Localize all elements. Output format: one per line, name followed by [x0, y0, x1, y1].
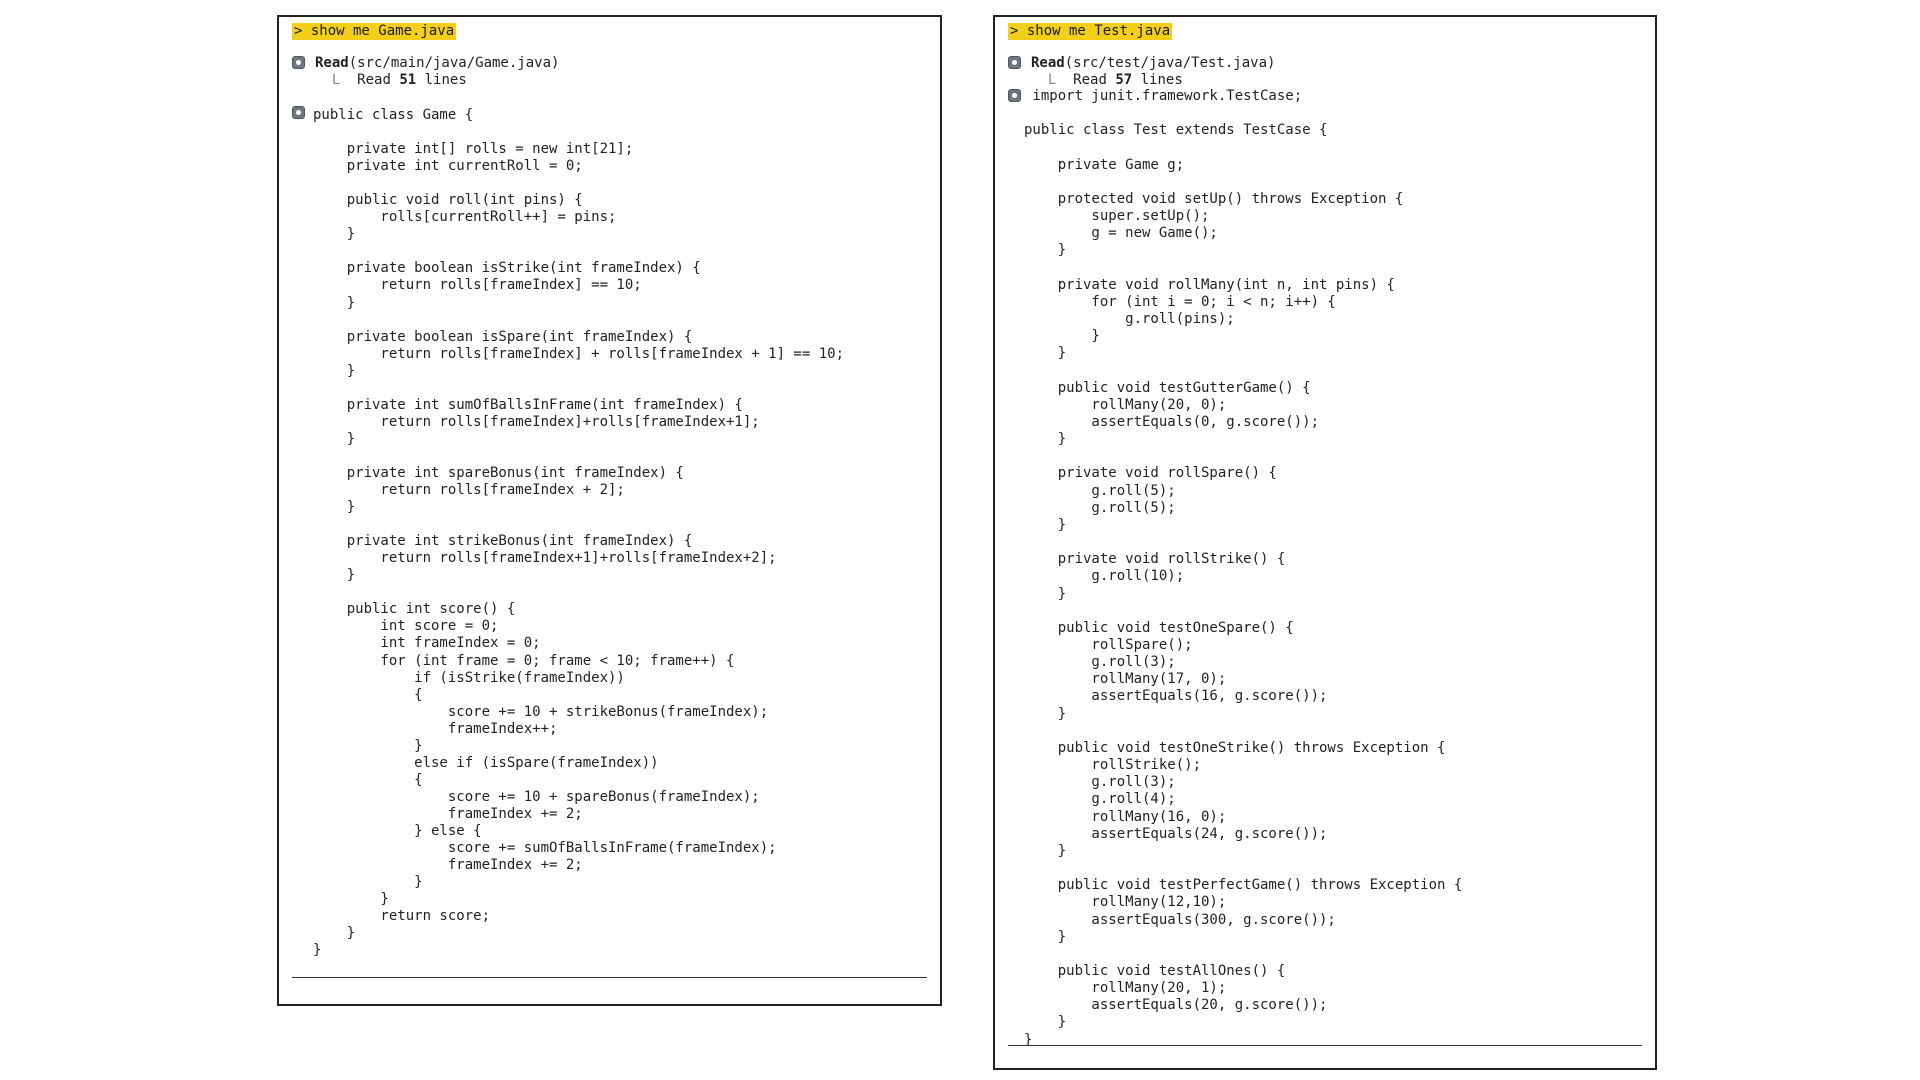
tool-name: Read: [1031, 55, 1065, 71]
game-java-source: public class Game { private int[] rolls = new int[21]; private int currentRoll = 0; public void roll(int pins) { rolls[currentRoll++] = pins; } private boolean isStrike(int frameIndex) { return rolls[frameIndex] == 10; } private boolean isSpare(int frameIndex) { return rolls[frameIndex] + rolls[frameIndex + 1] == 10; } private int sumOfBallsInFrame(int frameIndex) { return rolls[frameIndex]+rolls[frameIndex+1]; } private int spareBonus(int frameIndex) { return rolls[frameIndex + 2]; } private int strikeBonus(int frameIndex) { return rolls[frameIndex+1]+rolls[frameIndex+2]; } public int score() { int score = 0; int frameIndex = 0; for (int frame = 0; frame < 10; frame++) { if (isStrike(frameIndex)) { score += 10 + strikeBonus(frameIndex); frameIndex++; } else if (isSpare(frameIndex)) { score += 10 + spareBonus(frameIndex); frameIndex += 2; } else { score += sumOfBallsInFrame(frameIndex); frameIndex += 2; } } return score; } }: [313, 107, 845, 959]
result-line-count: 57: [1115, 72, 1133, 88]
result-elbow-icon: L: [1047, 72, 1057, 88]
tool-name: Read: [315, 55, 349, 71]
result-line-count: 51: [399, 72, 417, 88]
tool-call-line: [1031, 55, 1275, 72]
panel-divider: [1008, 1045, 1642, 1046]
test-java-transcript-panel: [993, 15, 1657, 1070]
test-java-source: import junit.framework.TestCase; public class Test extends TestCase { private Game g; protected void setUp() throws Exception { super.setUp(); g = new Game(); } private void rollMany(int n, int pins) { for (int i = 0; i < n; i++) { g.roll(pins); } } public void testGutterGame() { rollMany(20, 0); assertEquals(0, g.score()); } private void rollSpare() { g.roll(5); g.roll(5); } private void rollStrike() { g.roll(10); } public void testOneSpare() { rollSpare(); g.roll(3); rollMany(17, 0); assertEquals(16, g.score()); } public void testOneStrike() throws Exception { rollStrike(); g.roll(3); g.roll(4); rollMany(16, 0); assertEquals(24, g.score()); } public void testPerfectGame() throws Exception { rollMany(12,10); assertEquals(300, g.score()); } public void testAllOnes() { rollMany(20, 1); assertEquals(20, g.score()); } }: [1024, 88, 1463, 1048]
result-prefix: Read: [357, 72, 400, 88]
tool-result-line: [1031, 72, 1183, 89]
tool-call-line: [315, 55, 559, 72]
result-suffix: lines: [1132, 72, 1183, 88]
code-output-icon: [292, 106, 305, 119]
game-java-transcript-panel: [277, 15, 942, 1006]
tool-call-icon: [292, 56, 305, 69]
tool-path: (src/test/java/Test.java): [1064, 55, 1276, 71]
user-prompt: > show me Test.java: [1010, 23, 1171, 39]
result-prefix: Read: [1073, 72, 1116, 88]
user-prompt: > show me Game.java: [294, 23, 455, 39]
panel-divider: [292, 977, 927, 978]
result-suffix: lines: [416, 72, 467, 88]
tool-call-icon: [1008, 56, 1021, 69]
code-output-icon: [1008, 89, 1021, 102]
result-elbow-icon: L: [331, 72, 341, 88]
tool-path: (src/main/java/Game.java): [348, 55, 560, 71]
tool-result-line: [315, 72, 467, 89]
